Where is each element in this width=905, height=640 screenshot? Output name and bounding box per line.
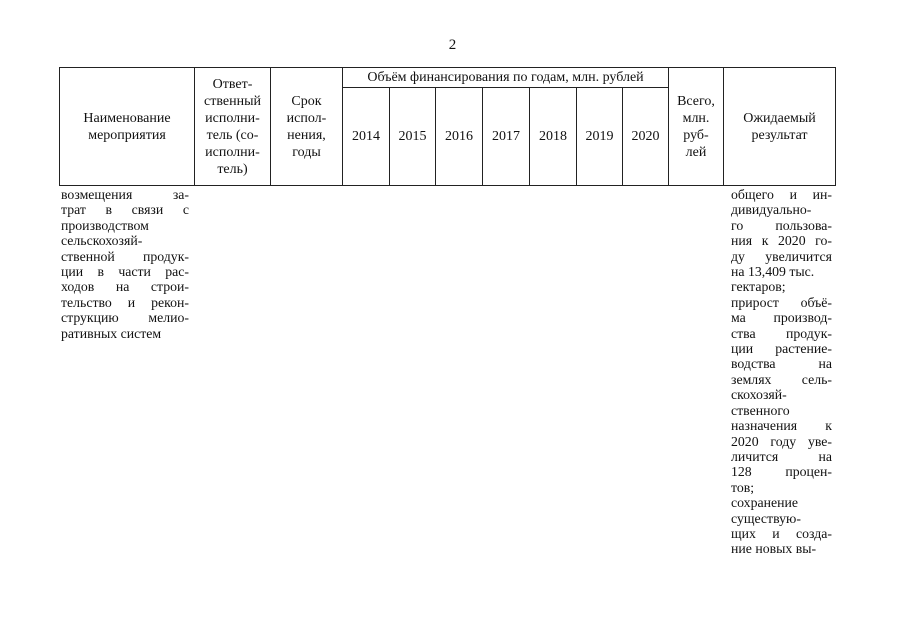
text-line: сельскохозяй- — [61, 233, 143, 249]
text-line: тель (со- — [206, 127, 259, 143]
header-term-text — [271, 93, 342, 161]
year-cell-2017: 2017 — [483, 88, 530, 186]
text-line: Ответ- — [212, 76, 253, 92]
text-line: лей — [685, 144, 707, 160]
text-line: 128 процен- — [731, 464, 832, 480]
header-funding-title: Объём финансирования по годам, млн. рублей — [343, 68, 669, 88]
text-line: нения, — [287, 127, 326, 143]
year-cell-2018: 2018 — [530, 88, 577, 186]
header-name-text: Наименование мероприятия — [83, 110, 171, 143]
text-line: результат — [751, 127, 808, 143]
header-total-text — [669, 93, 723, 161]
text-line: тельство и рекон- — [61, 294, 189, 310]
text-line: исполни- — [205, 110, 260, 126]
text-line: исполни- — [205, 144, 260, 160]
header-responsible-cell — [195, 68, 271, 186]
text-line: землях сель- — [731, 371, 832, 387]
text-line: ративных систем — [61, 325, 162, 341]
text-line: струкцию мелио- — [61, 310, 189, 326]
text-line: годы — [292, 144, 321, 160]
text-line: водства на — [731, 356, 832, 372]
text-line: общего и ин- — [731, 187, 832, 202]
page-number: 2 — [448, 37, 457, 53]
year-cell-2020: 2020 — [623, 88, 669, 186]
text-line: Срок — [291, 93, 322, 109]
text-line: ма производ- — [731, 310, 832, 326]
header-result-cell — [724, 68, 836, 186]
text-line: руб- — [683, 127, 709, 143]
header-total-cell — [669, 68, 724, 186]
text-line: млн. — [682, 110, 710, 126]
text-line: го пользова- — [731, 217, 832, 233]
text-line: ции растение- — [731, 341, 832, 357]
text-line: на 13,409 тыс. — [731, 264, 815, 280]
text-line: тель) — [217, 161, 248, 177]
text-line: ходов на строи- — [61, 279, 189, 295]
text-line: Всего, — [677, 93, 715, 109]
text-line: трат в связи с — [61, 202, 189, 218]
text-line: назначения к — [731, 418, 832, 434]
text-line: ние новых вы- — [731, 541, 817, 557]
text-line: ственный — [204, 93, 261, 109]
text-line: производством — [61, 217, 149, 233]
year-cell-2016: 2016 — [436, 88, 483, 186]
text-line: ства продук- — [731, 325, 832, 341]
expected-result-text — [731, 187, 832, 557]
text-line: ственной продук- — [61, 248, 189, 264]
text-line: скохозяй- — [731, 387, 787, 403]
text-line: возмещения за- — [61, 187, 189, 202]
text-line: прирост объё- — [731, 294, 832, 310]
text-line: Ожидаемый — [743, 110, 816, 126]
year-cell-2014: 2014 — [343, 88, 390, 186]
text-line: тов; — [731, 479, 755, 495]
year-cell-2019: 2019 — [577, 88, 623, 186]
text-line: ду увеличится — [731, 248, 832, 264]
text-line: испол- — [286, 110, 327, 126]
text-line: ственного — [731, 402, 790, 418]
text-line: гектаров; — [731, 279, 786, 295]
text-line: существую- — [731, 510, 801, 526]
text-line: ции в части рас- — [61, 264, 189, 280]
text-line: 2020 году уве- — [731, 433, 832, 449]
text-line: щих и созда- — [731, 525, 832, 541]
header-name-cell — [60, 68, 195, 186]
measure-name-text — [61, 187, 189, 341]
header-term-cell — [271, 68, 343, 186]
header-responsible-text — [195, 76, 270, 178]
text-line: сохранение — [731, 495, 798, 511]
text-line: личится на — [731, 448, 832, 464]
header-table — [59, 67, 836, 186]
text-line: дивидуально- — [731, 202, 812, 218]
header-result-text — [724, 110, 835, 144]
year-cell-2015: 2015 — [390, 88, 436, 186]
text-line: ния к 2020 го- — [731, 233, 832, 249]
